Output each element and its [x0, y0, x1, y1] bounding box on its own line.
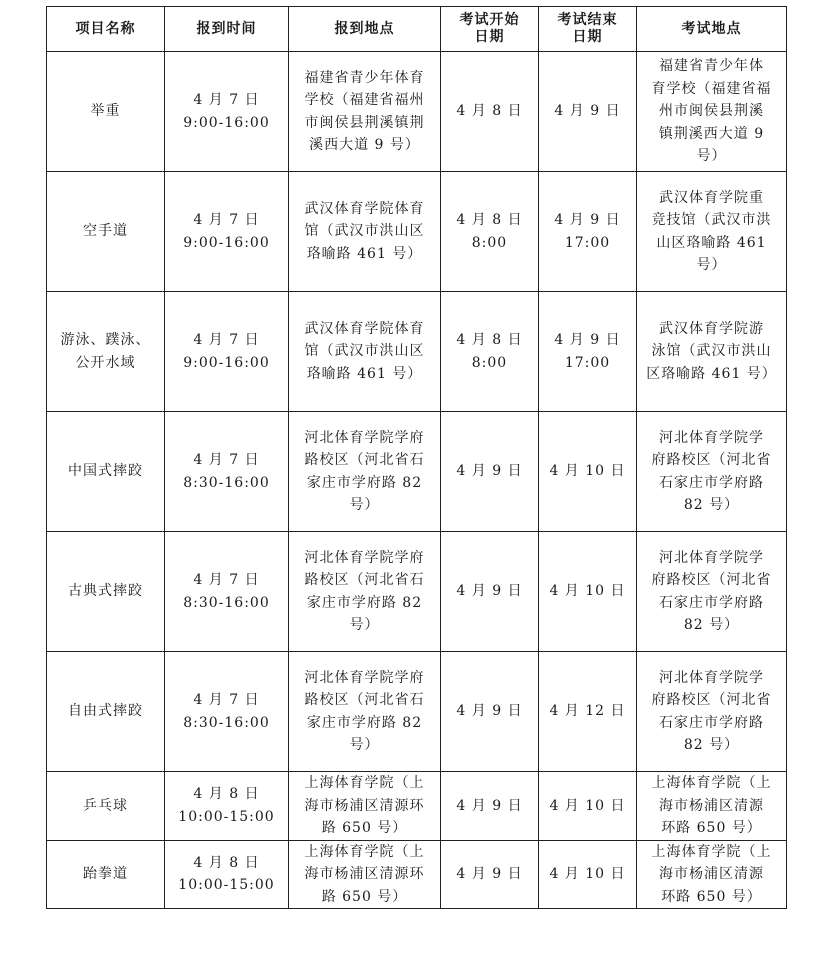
- cell-project: 游泳、蹼泳、 公开水域: [47, 292, 165, 412]
- cell-reg-place: 河北体育学院学府 路校区（河北省石 家庄市学府路 82 号）: [289, 532, 441, 652]
- cell-exam-place: 武汉体育学院重 竞技馆（武汉市洪 山区珞喻路 461 号）: [637, 172, 787, 292]
- table-row: [47, 840, 787, 909]
- cell-reg-place: 武汉体育学院体育 馆（武汉市洪山区 珞喻路 461 号）: [289, 172, 441, 292]
- table-row: [47, 412, 787, 532]
- cell-exam-start: 4 月 9 日: [441, 412, 539, 532]
- table-row: [47, 772, 787, 841]
- cell-exam-place: 上海体育学院（上 海市杨浦区清源 环路 650 号）: [637, 840, 787, 909]
- cell-exam-end: 4 月 10 日: [539, 840, 637, 909]
- cell-project: 自由式摔跤: [47, 652, 165, 772]
- table-row: [47, 532, 787, 652]
- table-row: [47, 652, 787, 772]
- header-exam-start: 考试开始 日期: [441, 7, 539, 52]
- cell-exam-end: 4 月 12 日: [539, 652, 637, 772]
- cell-exam-end: 4 月 9 日 17:00: [539, 292, 637, 412]
- cell-reg-place: 河北体育学院学府 路校区（河北省石 家庄市学府路 82 号）: [289, 652, 441, 772]
- cell-exam-start: 4 月 8 日: [441, 52, 539, 172]
- exam-schedule-table: [46, 6, 787, 909]
- cell-exam-place: 河北体育学院学 府路校区（河北省 石家庄市学府路 82 号）: [637, 652, 787, 772]
- header-reg-time: 报到时间: [165, 7, 289, 52]
- cell-reg-place: 武汉体育学院体育 馆（武汉市洪山区 珞喻路 461 号）: [289, 292, 441, 412]
- cell-reg-time: 4 月 7 日 8:30-16:00: [165, 652, 289, 772]
- header-project: 项目名称: [47, 7, 165, 52]
- cell-reg-time: 4 月 7 日 8:30-16:00: [165, 412, 289, 532]
- header-exam-end: 考试结束 日期: [539, 7, 637, 52]
- cell-exam-end: 4 月 10 日: [539, 772, 637, 841]
- table-row: [47, 52, 787, 172]
- cell-reg-time: 4 月 7 日 9:00-16:00: [165, 172, 289, 292]
- cell-reg-place: 河北体育学院学府 路校区（河北省石 家庄市学府路 82 号）: [289, 412, 441, 532]
- cell-project: 乒乓球: [47, 772, 165, 841]
- cell-exam-start: 4 月 9 日: [441, 652, 539, 772]
- cell-exam-end: 4 月 9 日: [539, 52, 637, 172]
- cell-reg-time: 4 月 8 日 10:00-15:00: [165, 840, 289, 909]
- cell-exam-end: 4 月 10 日: [539, 532, 637, 652]
- cell-reg-time: 4 月 8 日 10:00-15:00: [165, 772, 289, 841]
- cell-exam-end: 4 月 9 日 17:00: [539, 172, 637, 292]
- cell-exam-place: 河北体育学院学 府路校区（河北省 石家庄市学府路 82 号）: [637, 532, 787, 652]
- header-reg-place: 报到地点: [289, 7, 441, 52]
- cell-project: 中国式摔跤: [47, 412, 165, 532]
- table-header-row: [47, 7, 787, 52]
- header-exam-place: 考试地点: [637, 7, 787, 52]
- cell-exam-start: 4 月 9 日: [441, 840, 539, 909]
- cell-reg-place: 上海体育学院（上 海市杨浦区清源环 路 650 号）: [289, 772, 441, 841]
- cell-exam-place: 武汉体育学院游 泳馆（武汉市洪山 区珞喻路 461 号）: [637, 292, 787, 412]
- cell-exam-start: 4 月 8 日 8:00: [441, 292, 539, 412]
- cell-reg-place: 上海体育学院（上 海市杨浦区清源环 路 650 号）: [289, 840, 441, 909]
- cell-project: 空手道: [47, 172, 165, 292]
- cell-exam-place: 河北体育学院学 府路校区（河北省 石家庄市学府路 82 号）: [637, 412, 787, 532]
- cell-reg-time: 4 月 7 日 8:30-16:00: [165, 532, 289, 652]
- cell-reg-time: 4 月 7 日 9:00-16:00: [165, 292, 289, 412]
- cell-reg-place: 福建省青少年体育 学校（福建省福州 市闽侯县荆溪镇荆 溪西大道 9 号）: [289, 52, 441, 172]
- cell-exam-place: 福建省青少年体 育学校（福建省福 州市闽侯县荆溪 镇荆溪西大道 9 号）: [637, 52, 787, 172]
- cell-reg-time: 4 月 7 日 9:00-16:00: [165, 52, 289, 172]
- cell-exam-end: 4 月 10 日: [539, 412, 637, 532]
- cell-exam-start: 4 月 9 日: [441, 772, 539, 841]
- cell-project: 举重: [47, 52, 165, 172]
- cell-exam-place: 上海体育学院（上 海市杨浦区清源 环路 650 号）: [637, 772, 787, 841]
- cell-exam-start: 4 月 8 日 8:00: [441, 172, 539, 292]
- cell-project: 古典式摔跤: [47, 532, 165, 652]
- table-row: [47, 292, 787, 412]
- table-row: [47, 172, 787, 292]
- cell-exam-start: 4 月 9 日: [441, 532, 539, 652]
- cell-project: 跆拳道: [47, 840, 165, 909]
